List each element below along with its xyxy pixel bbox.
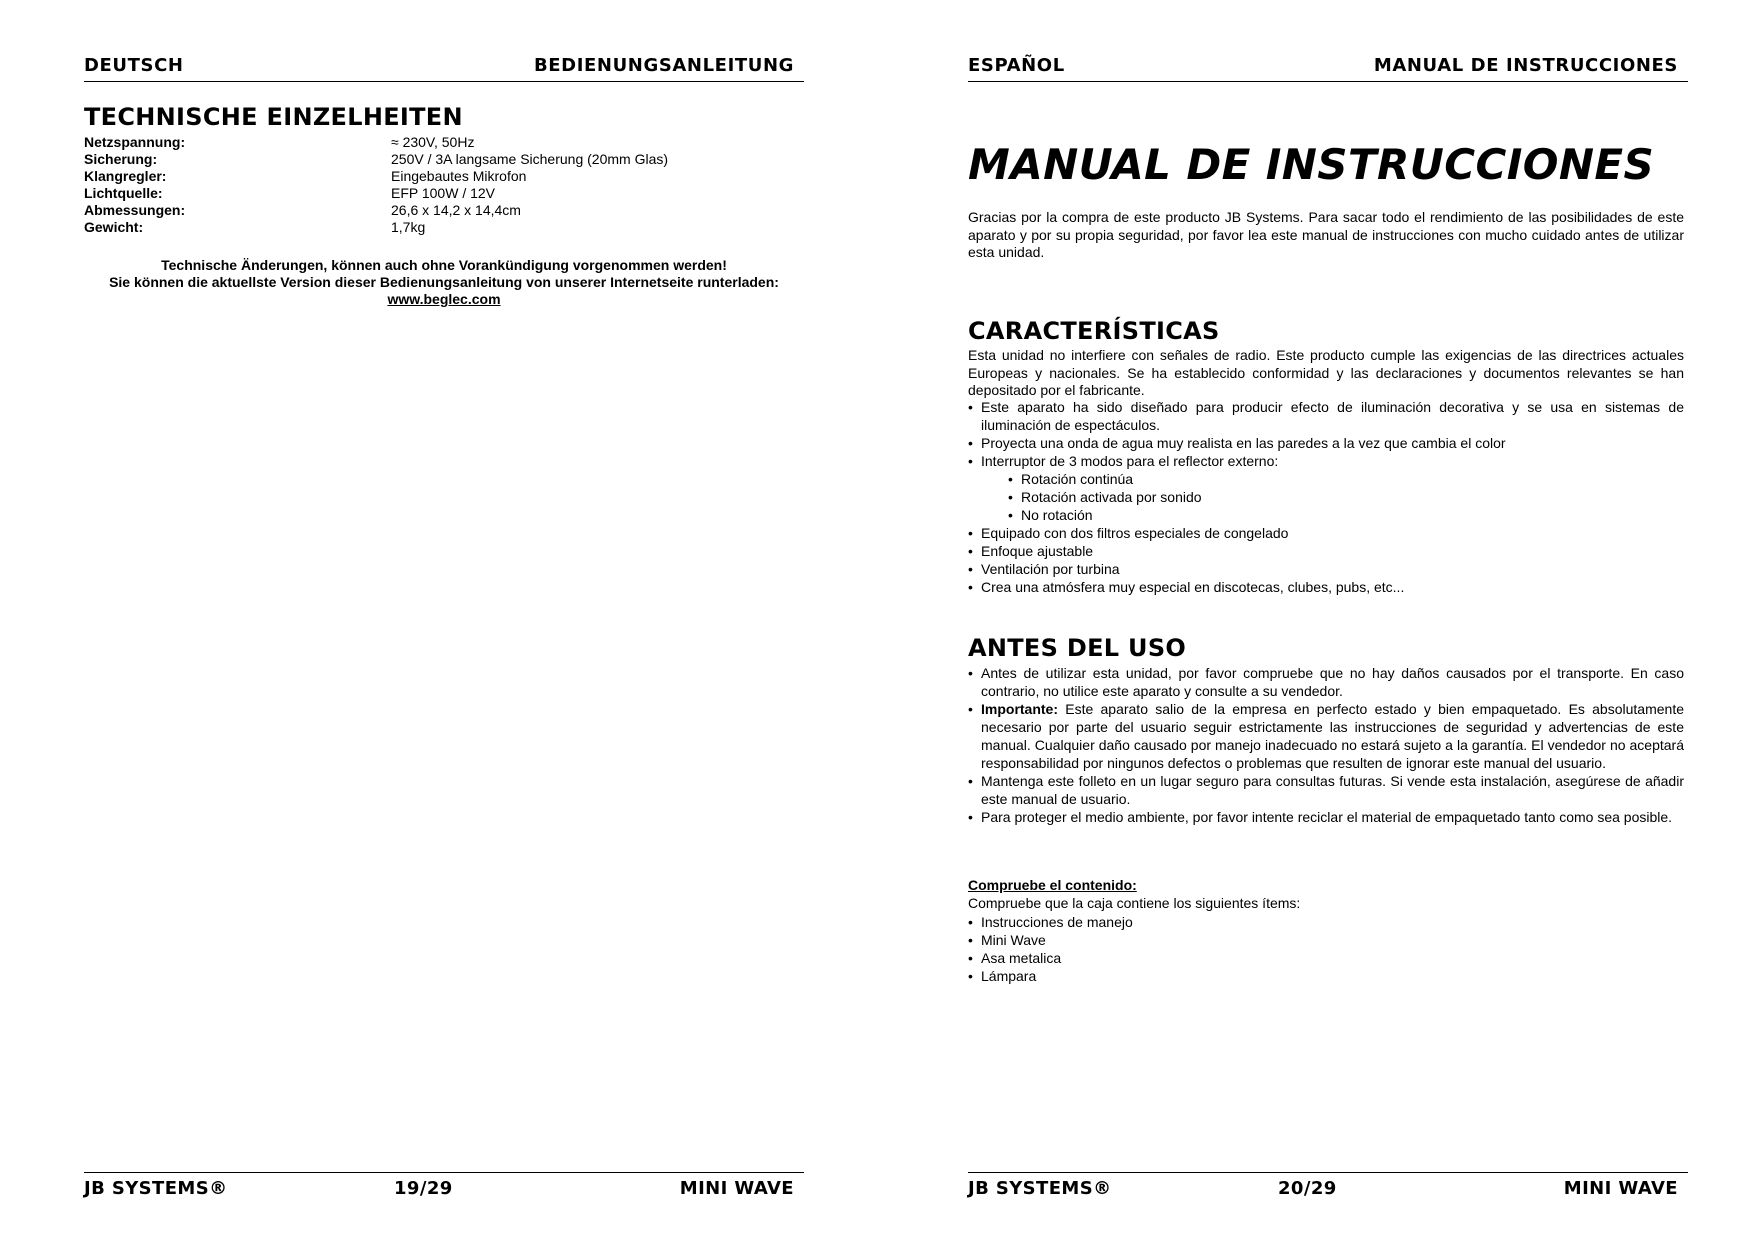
spec-value: 26,6 x 14,2 x 14,4cm — [391, 202, 521, 218]
list-item — [968, 452, 1684, 524]
list-item: • Asa metalica — [968, 949, 1684, 967]
spec-value: 1,7kg — [391, 219, 426, 235]
spec-value: 250V / 3A langsame Sicherung (20mm Glas) — [391, 151, 669, 167]
before-use-list — [968, 664, 1684, 826]
footer-page-number: 20/29 — [1278, 1178, 1337, 1199]
spec-row — [84, 202, 668, 219]
list-item: • Ventilación por turbina — [968, 560, 1684, 578]
list-item: • Este aparato ha sido diseñado para producir efecto de iluminación decorativa y se usa en sistemas de iluminación de espectáculos. — [968, 398, 1684, 434]
page-left — [84, 0, 804, 1240]
list-item: • Para proteger el medio ambiente, por favor intente reciclar el material de empaquetado tanto como sea posible. — [968, 808, 1684, 826]
spec-label: Abmessungen: — [84, 202, 186, 218]
header-title: BEDIENUNGSANLEITUNG — [533, 55, 794, 76]
list-item: • Proyecta una onda de agua muy realista en las paredes a la vez que cambia el color — [968, 434, 1684, 452]
spec-row — [84, 151, 668, 168]
important-label: Importante: — [981, 701, 1058, 717]
contents-heading: Compruebe el contenido: — [968, 877, 1137, 893]
list-item-text: Este aparato salio de la empresa en perfecto estado y bien empaquetado. Es absolutamente necesario por parte del usuario seguir estrictamente las instrucciones de seguridad y advertencias de este manual. Cualquier daño causado por manejo inadecuado no estará sujeto a la garantía. El vendedor no aceptará responsabilidad por ningunos defectos o problemas que resulten de ignorar este manual del usuario. — [981, 701, 1684, 771]
spec-row — [84, 134, 668, 151]
list-item: • Antes de utilizar esta unidad, por favor compruebe que no hay daños causados por el transporte. En caso contrario, no utilice este aparato y consulte a su vendedor. — [968, 664, 1684, 700]
spec-label: Lichtquelle: — [84, 185, 163, 201]
spec-label: Gewicht: — [84, 219, 144, 235]
list-item: • Equipado con dos filtros especiales de congelado — [968, 524, 1684, 542]
page-header — [84, 53, 804, 82]
sub-list-item: • Rotación activada por sonido — [1008, 488, 1684, 506]
section-title-features: CARACTERÍSTICAS — [968, 317, 1220, 345]
footer-product: MINI WAVE — [1563, 1178, 1678, 1199]
list-item: • Mini Wave — [968, 931, 1684, 949]
notice-line: Technische Änderungen, können auch ohne Vorankündigung vorgenommen werden! — [161, 257, 727, 273]
features-paragraph: Esta unidad no interfiere con señales de radio. Este producto cumple las exigencias de las directrices actuales Europeas y nacionales. Se ha establecido conformidad y las declaraciones y documentos relevantes se han depositado por el fabricante. — [968, 347, 1684, 398]
contents-intro: Compruebe que la caja contiene los siguientes ítems: — [968, 895, 1301, 911]
list-item-text: Interruptor de 3 modos para el reflector externo: — [981, 453, 1279, 469]
sub-list-item: • Rotación continúa — [1008, 470, 1684, 488]
intro-paragraph: Gracias por la compra de este producto JB Systems. Para sacar todo el rendimiento de las posibilidades de este aparato y por su propia seguridad, por favor lea este manual de instrucciones con mucho cuidado antes de utilizar esta unidad. — [968, 209, 1684, 260]
main-title: MANUAL DE INSTRUCCIONES — [968, 140, 1655, 189]
header-language: DEUTSCH — [84, 55, 184, 76]
page-right — [968, 0, 1688, 1240]
spec-row — [84, 168, 668, 185]
footer-brand: JB SYSTEMS® — [84, 1178, 228, 1199]
list-item — [968, 700, 1684, 772]
list-item: • Mantenga este folleto en un lugar seguro para consultas futuras. Si vende esta instalación, asegúrese de añadir este manual de usuario. — [968, 772, 1684, 808]
page-footer — [84, 1172, 804, 1203]
page-header — [968, 53, 1688, 82]
footer-product: MINI WAVE — [679, 1178, 794, 1199]
footer-brand: JB SYSTEMS® — [968, 1178, 1112, 1199]
section-title-specs: TECHNISCHE EINZELHEITEN — [84, 103, 463, 131]
website-link[interactable]: www.beglec.com — [387, 291, 501, 307]
page-footer — [968, 1172, 1688, 1203]
notice — [84, 257, 804, 308]
spec-value: Eingebautes Mikrofon — [391, 168, 527, 184]
section-title-before-use: ANTES DEL USO — [968, 634, 1187, 662]
spec-value: ≈ 230V, 50Hz — [391, 134, 475, 150]
list-item: • Crea una atmósfera muy especial en discotecas, clubes, pubs, etc... — [968, 578, 1684, 596]
spec-value: EFP 100W / 12V — [391, 185, 496, 201]
list-item: • Instrucciones de manejo — [968, 913, 1684, 931]
list-item: • Enfoque ajustable — [968, 542, 1684, 560]
footer-page-number: 19/29 — [394, 1178, 453, 1199]
sub-list — [981, 470, 1684, 524]
header-title: MANUAL DE INSTRUCCIONES — [1373, 55, 1678, 76]
spec-table — [84, 134, 668, 236]
list-item: • Lámpara — [968, 967, 1684, 985]
spec-label: Klangregler: — [84, 168, 167, 184]
sub-list-item: • No rotación — [1008, 506, 1684, 524]
spec-row — [84, 219, 668, 236]
spec-label: Sicherung: — [84, 151, 158, 167]
features-list — [968, 398, 1684, 596]
notice-line: Sie können die aktuellste Version dieser Bedienungsanleitung von unserer Internetseite runterladen: — [109, 274, 779, 290]
contents-list — [968, 913, 1684, 985]
spec-label: Netzspannung: — [84, 134, 186, 150]
spec-row — [84, 185, 668, 202]
header-language: ESPAÑOL — [968, 55, 1065, 76]
